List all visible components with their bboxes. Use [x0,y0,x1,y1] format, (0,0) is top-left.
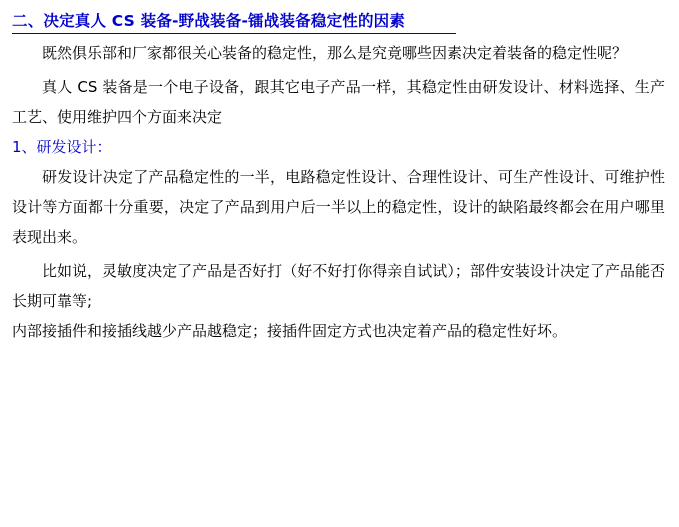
paragraph-5: 内部接插件和接插线越少产品越稳定；接插件固定方式也决定着产品的稳定性好坏。 [12,322,568,340]
section-subheading-1: 1、研发设计： [12,138,112,156]
paragraph-4: 比如说，灵敏度决定了产品是否好打（好不好打你得亲自试试）；部件安装设计决定了产品能否长期可靠等; [12,262,665,310]
paragraph-3: 研发设计决定了产品稳定性的一半，电路稳定性设计、合理性设计、可生产性设计、可维护性设计等方面都十分重要，决定了产品到用户后一半以上的稳定性，设计的缺陷最终都会在用户哪里表现出来。 [12,168,665,246]
paragraph-1: 既然俱乐部和厂家都很关心装备的稳定性，那么是究竟哪些因素决定着装备的稳定性呢？ [42,44,628,62]
page-title [12,10,667,34]
page-title-text: 二、决定真人 CS 装备-野战装备-镭战装备稳定性的因素 [12,12,406,30]
title-underline [12,33,456,34]
paragraph-2: 真人 CS 装备是一个电子设备，跟其它电子产品一样，其稳定性由研发设计、材料选择、生产工艺、使用维护四个方面来决定 [12,78,665,126]
